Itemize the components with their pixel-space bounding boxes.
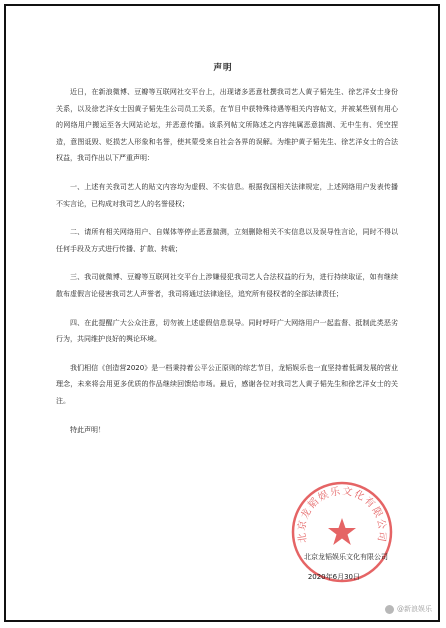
closing-line: 特此声明！ [70,425,105,434]
statement-body [56,84,398,450]
paragraph-intro: 近日，在新浪微博、豆瓣等互联网社交平台上，出现诸多恶意杜撰我司艺人黄子韬先生、徐艺洋女士身份关系，以及徐艺洋女士因黄子韬先生公司员工关系，在节目中获特殊待遇等相关内容帖文，并被某些别有用心的网络用户搬运至各大网站论坛，并恶意传播。该系列帖文所陈述之内容纯属恶意揣测、无中生有、凭空捏造，意图诋毁、贬损艺人形象和名誉，使其蒙受来自社会各界的误解。为维护黄子韬先生、徐艺洋女士的合法权益，我司作出以下严重声明： [56,88,398,163]
watermark-text: @新浪娱乐 [397,605,432,613]
seal-star-icon [328,518,356,545]
paragraph-point-1: 一、上述有关我司艺人的贴文内容均为虚假、不实信息。根据我国相关法律规定，上述网络用户发表传播不实言论，已构成对我司艺人的名誉侵权； [56,182,398,208]
signature-date: 2020年6月30日 [307,573,360,581]
paragraph-point-2: 二、请所有相关网络用户、自媒体等停止恶意揣测，立刻删除相关不实信息以及误导性言论，同时不得以任何手段及方式进行传播、扩散、转载； [56,228,398,253]
paragraph-point-4: 四、在此提醒广大公众注意，切勿被上述虚假信息误导。同时呼吁广大网络用户一起监督、抵制此类恶劣行为，共同维护良好的舆论环境。 [56,318,398,344]
paragraph-point-3: 三、我司就微博、豆瓣等互联网社交平台上涉嫌侵犯我司艺人合法权益的行为，进行持续取证，如有继续散布虚假言论侵害我司艺人声誉者，我司将通过法律途径，追究所有侵权者的全部法律责任； [56,273,398,298]
company-seal [288,478,396,586]
document-title: 声明 [213,63,233,73]
svg-text:北京龙韬娱乐文化有限公司: 北京龙韬娱乐文化有限公司 [296,486,388,544]
paragraph-conclusion: 我们相信《创造营2020》是一档秉持着公平公正原则的综艺节目，龙韬娱乐也一直坚持着低调发展的营业理念，未来将会用更多优质的作品继续回馈给市场。最后，感谢各位对我司艺人黄子韬先生和徐艺洋女士的关注。 [56,363,398,405]
weibo-icon [385,605,394,614]
signature-company: 北京龙韬娱乐文化有限公司 [304,553,388,561]
source-watermark [385,604,432,614]
